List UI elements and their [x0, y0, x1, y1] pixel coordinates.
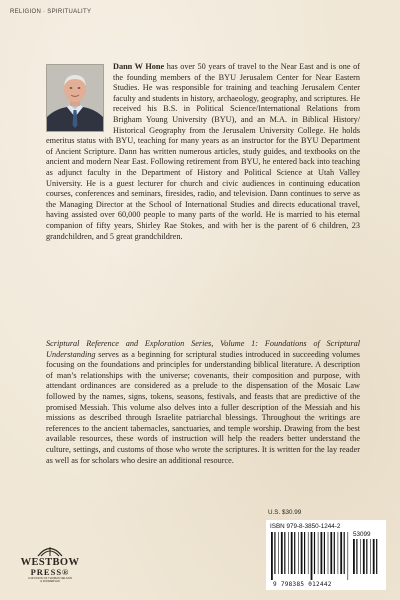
- barcode-bar: [301, 532, 303, 574]
- barcode-bar: [348, 532, 349, 580]
- ean-number: 9 798385 012442: [273, 581, 332, 588]
- barcode-bar: [314, 532, 315, 574]
- barcode-bar: [298, 532, 299, 574]
- category-label: RELIGION · SPIRITUALITY: [10, 9, 92, 15]
- bio-text: has over 50 years of travel to the Near East and is one of the founding members of the BYU Jerusalem Center for Near Eastern Studies. He was responsible for training and teaching Jerusalem Center faculty and students in history, archaeology, geography, and scriptures. He received his B.S. in Political Science/International Relations from Brigham Young University (BYU), and an M.A. in Biblical History/ Historical Geography from the Jerusalem University College. He holds emeritus status with BYU, teaching for many years as an instructor for the BYU Department of Ancient Scripture. Dann has written numerous articles, study guides, and textbooks on the ancient and modern Near East. Following retirement from BYU, he entered back into teaching as adjunct faculty in the Department of History and Political Science at Utah Valley University. He is a guest lecturer for church and civic audiences in continuing education courses, conferences and seminars, firesides, radio, and television. Dann continues to serve as the Managing Director at the School of International Studies and directs educational travel, having assisted over 60,000 people to many parts of the world. He is married to his eternal companion of fifty years, Shirley Rae Stokes, and with her is the parent of 6 children, 23 grandchildren, and 5 great grandchildren.: [46, 62, 360, 241]
- barcode-bar: [338, 532, 339, 574]
- barcode-bar: [330, 532, 332, 574]
- barcode-bar: [370, 539, 371, 574]
- ean-barcode: [270, 532, 350, 580]
- barcode-bar: [321, 532, 323, 574]
- westbow-emblem-icon: [37, 545, 63, 557]
- barcode-box: [266, 520, 386, 590]
- barcode-bar: [281, 532, 283, 574]
- addon-barcode: [352, 539, 380, 580]
- barcode-bar: [324, 532, 325, 574]
- price-label: U.S. $30.99: [268, 509, 302, 516]
- barcode-bar: [360, 539, 361, 574]
- barcode-bar: [271, 532, 273, 580]
- barcode-bar: [340, 532, 342, 574]
- barcode-bar: [373, 539, 375, 574]
- barcode-bar: [318, 532, 319, 574]
- description-text: serves as a beginning for scriptural studies introduced in succeeding volumes focusing on the foundations and principles for understanding biblical literature. A description of man’s relationships with the universe; covenants, their composition and purpose, with attendant ordinances are considered as a prelude to the dispensation of the Mosaic Law followed by the names, signs, tokens, seasons, festivals, and feasts that are predictive of the promised Messiah. This volume also delves into a fuller description of the Messiah and his missions as described through Israelite patriarchal blessings. Throughout the writings are references to the ancient tabernacles, sanctuaries, and temple worship. Drawing from the best available resources, these words of instruction will help the readers better understand the culture, settings, and customs of those who wrote the scriptures. It is written for the lay reader as well as for scholars who desire an additional resource.: [46, 349, 360, 465]
- barcode-bar: [294, 532, 295, 574]
- barcode-bar: [366, 539, 367, 574]
- author-photo: [46, 64, 104, 132]
- publisher-division-line2: & ZONDERVAN: [40, 580, 60, 584]
- barcode-bar: [308, 532, 309, 574]
- publisher-name: WESTBOW: [20, 557, 80, 568]
- barcode-bar: [344, 532, 345, 574]
- barcode-bar: [278, 532, 279, 574]
- barcode-bar: [356, 539, 357, 574]
- barcode-bar: [291, 532, 293, 574]
- barcode-bar: [328, 532, 329, 574]
- barcode-bar: [311, 532, 313, 580]
- author-name: Dann W Hone: [113, 62, 165, 71]
- book-title: Scriptural Reference and Exploration Series, Volume 1: Foundations of Scriptural Understanding: [46, 339, 360, 359]
- publisher-press: PRESS®: [30, 567, 70, 577]
- publisher-division-line1: A DIVISION OF THOMAS NELSON: [28, 577, 72, 580]
- barcode-bar: [304, 532, 305, 574]
- barcode-bar: [284, 532, 285, 574]
- book-description: [46, 339, 360, 466]
- publisher-logo: [17, 545, 83, 583]
- barcode-bar: [376, 539, 377, 574]
- barcode-bar: [274, 532, 275, 574]
- barcode-bar: [334, 532, 335, 574]
- author-bio: [46, 62, 360, 242]
- barcode-bar: [288, 532, 289, 574]
- isbn-label: ISBN 979-8-3850-1244-2: [270, 523, 341, 530]
- barcode-bar: [363, 539, 365, 574]
- barcode-bar: [353, 539, 355, 574]
- addon-code: 53099: [353, 531, 371, 538]
